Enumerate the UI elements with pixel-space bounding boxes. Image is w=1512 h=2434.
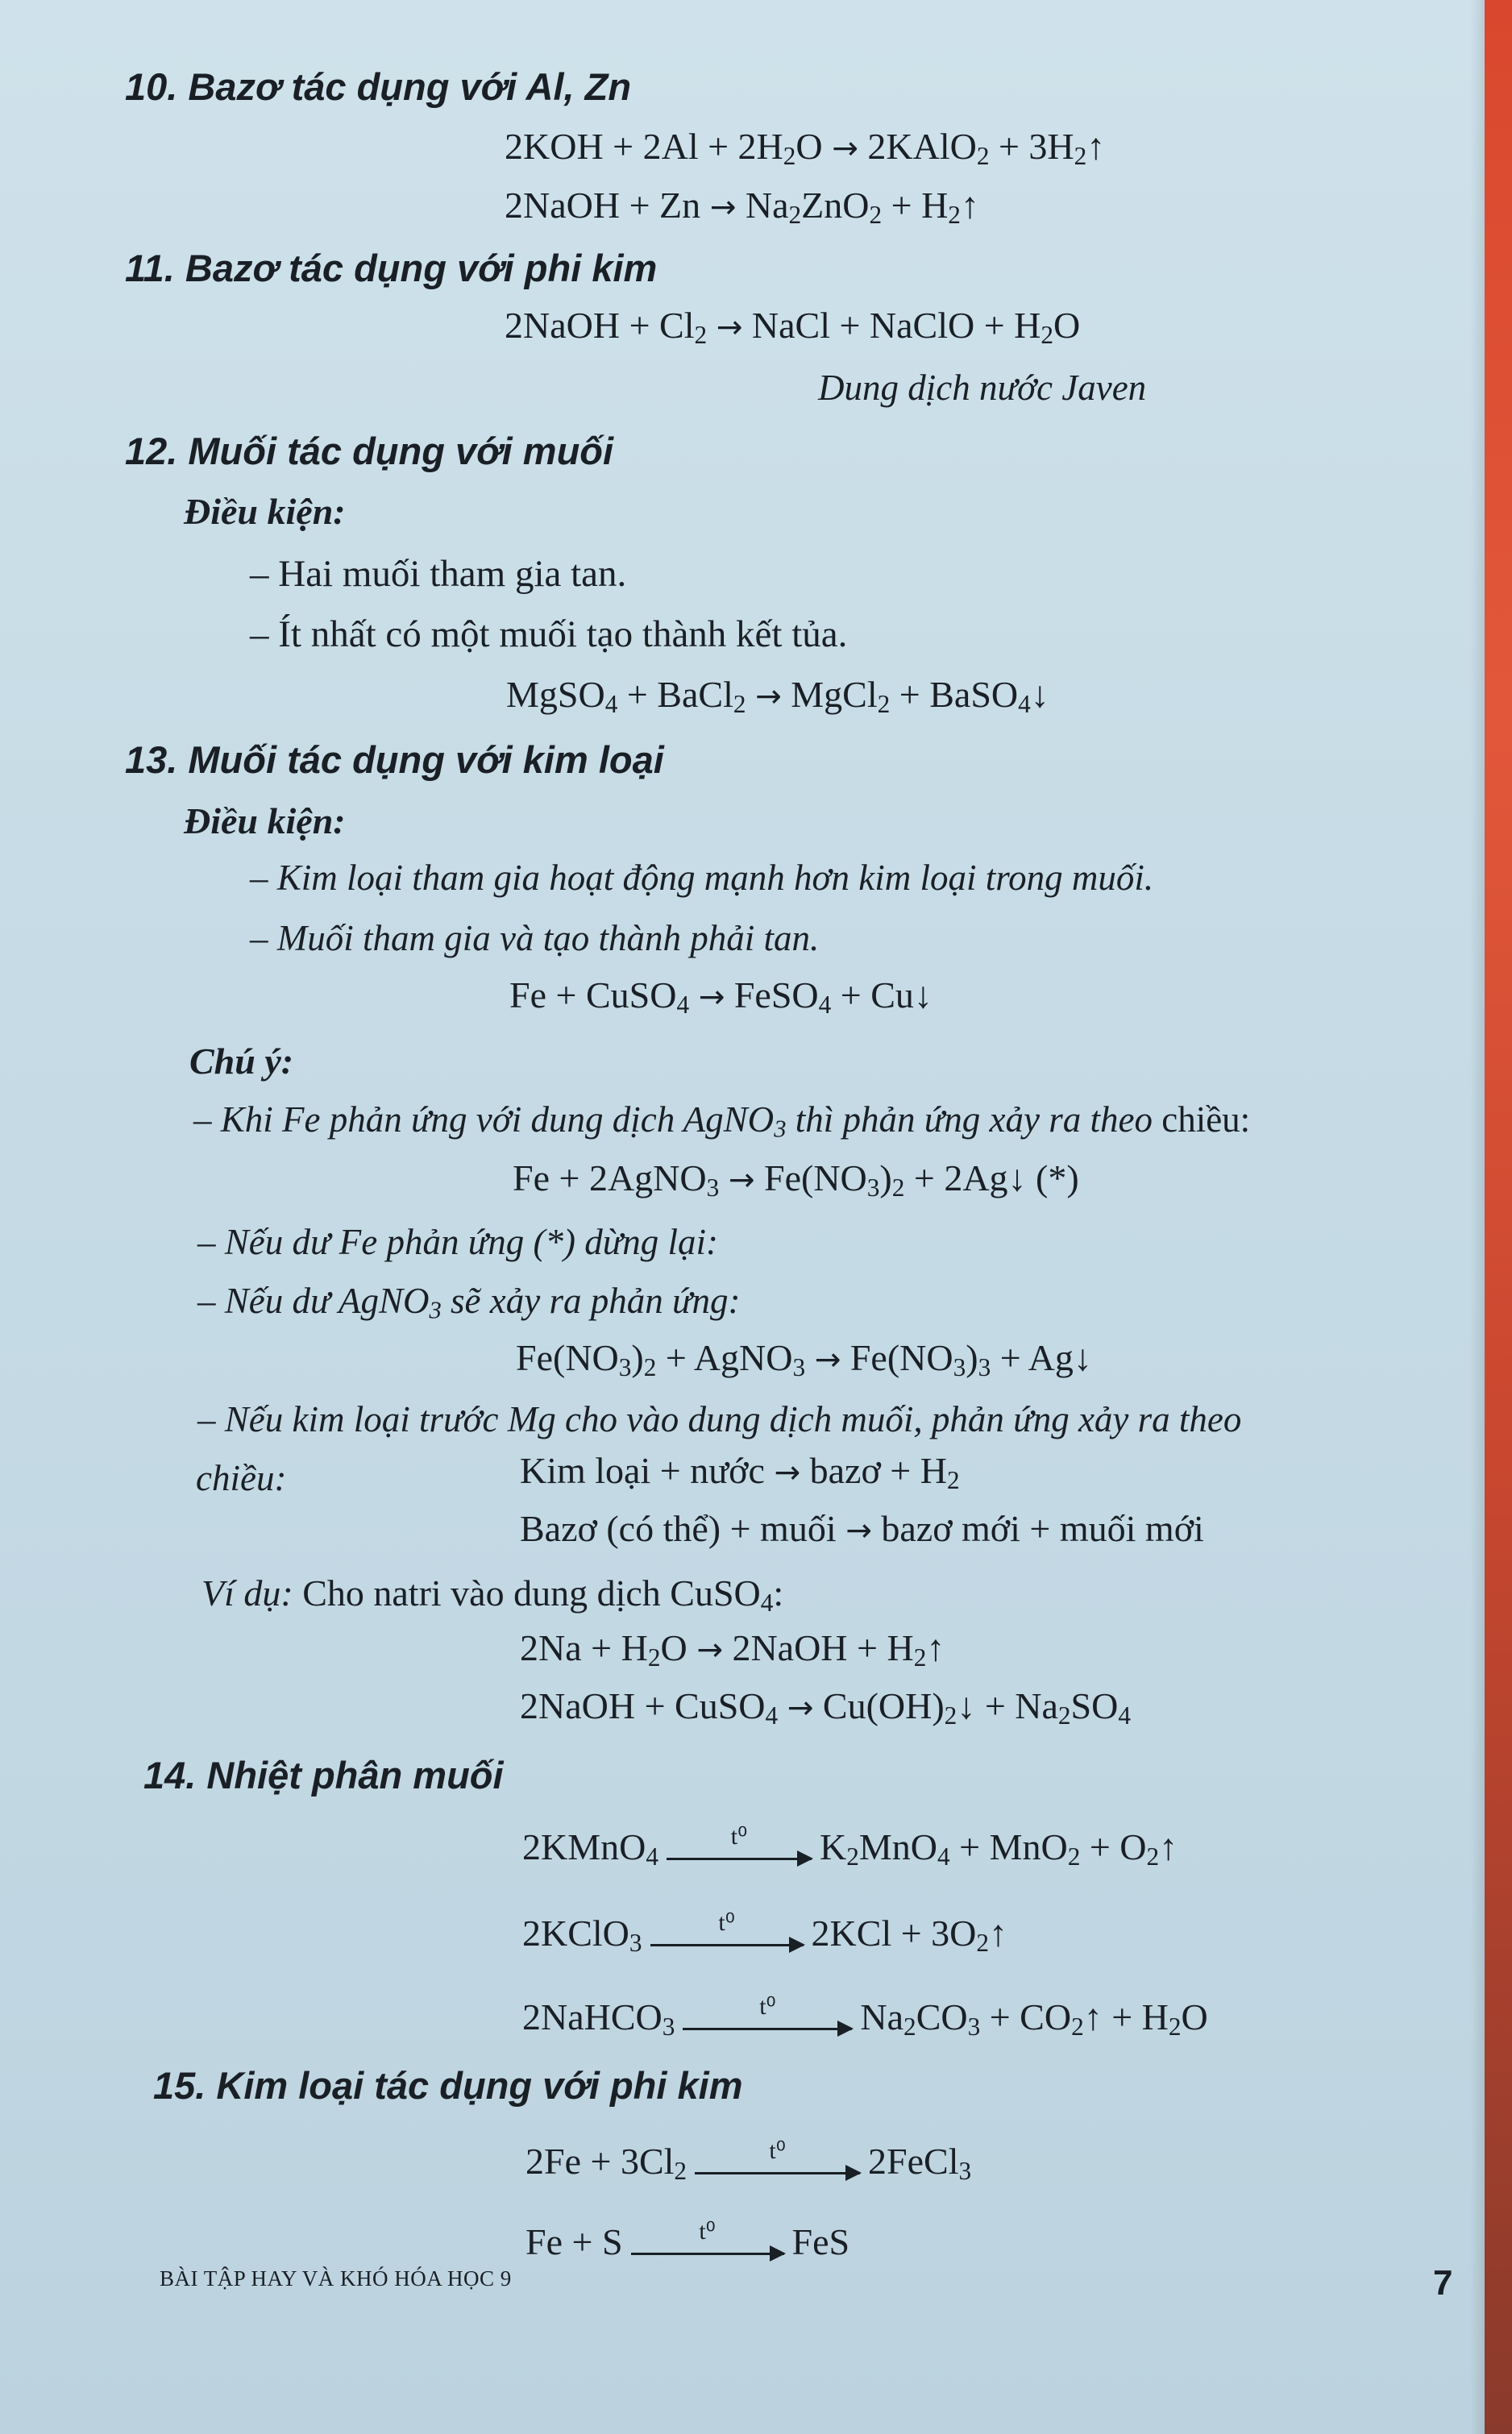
reaction-arrow: → — [696, 1632, 723, 1668]
heating-arrow: t⁰ — [667, 1850, 812, 1852]
section-10-title: 10. Bazơ tác dụng với Al, Zn — [125, 65, 632, 108]
example-line: Ví dụ: Cho natri vào dung dịch CuSO$_4$: — [201, 1572, 784, 1617]
section-14-title: 14. Nhiệt phân muối — [143, 1754, 504, 1796]
heating-arrow: t⁰ — [683, 2020, 852, 2022]
section-15-title: 15. Kim loại tác dụng với phi kim — [153, 2064, 743, 2107]
section-11-equation-1: 2NaOH + $Cl_2$ → NaCl + NaClO + $H_2O$ — [505, 305, 1081, 349]
section-10-equation-1: $2KOH + 2Al + 2H_2O$ → 2KAlO$_2$ + $3H_2↑$ — [505, 126, 1106, 170]
reaction-arrow: → — [832, 131, 858, 167]
reaction-arrow: → — [787, 1690, 814, 1726]
page-number: 7 — [1433, 2263, 1453, 2303]
section-14-equation-3: 2NaHCO$_3$ t⁰ $Na_2CO_3$ + $CO_2↑ + H_2O$ — [522, 1992, 1208, 2041]
section-13-equation-7: 2NaOH + CuSO$_4$ → $Cu(OH)_2↓ + Na_2SO_4$ — [520, 1685, 1131, 1730]
note-3: – Nếu dư AgNO$_3$ sẽ xảy ra phản ứng: — [197, 1281, 741, 1324]
book-title-footer: BÀI TẬP HAY VÀ KHÓ HÓA HỌC 9 — [160, 2266, 512, 2291]
section-12-title: 12. Muối tác dụng với muối — [125, 430, 614, 472]
section-12-condition-2: – Ít nhất có một muối tạo thành kết tủa. — [250, 613, 848, 655]
section-13-equation-2: Fe + 2AgNO$_3$ → $Fe(NO_3)_2$ + 2Ag↓ (*) — [513, 1157, 1079, 1202]
heating-arrow: t⁰ — [695, 2164, 860, 2166]
reaction-arrow: → — [716, 309, 743, 346]
note-1: – Khi Fe phản ứng với dung dịch AgNO$_3$ thì phản ứng xảy ra theo chiều: — [193, 1099, 1251, 1143]
note-2: – Nếu dư Fe phản ứng (*) dừng lại: — [197, 1222, 719, 1262]
note-4: – Nếu kim loại trước Mg cho vào dung dịch muối, phản ứng xảy ra theo — [197, 1399, 1242, 1439]
section-13-equation-1: Fe + CuSO$_4$ → FeSO$_4$ + Cu↓ — [509, 974, 933, 1019]
section-13-equation-4: Kim loại + nước → bazơ + $H_2$ — [520, 1450, 960, 1494]
heating-arrow: t⁰ — [650, 1936, 804, 1938]
section-12-condition-label: Điều kiện: — [184, 491, 346, 532]
reaction-arrow: → — [709, 189, 737, 226]
note-label: Chú ý: — [189, 1040, 294, 1082]
reaction-arrow: → — [728, 1162, 755, 1198]
reaction-arrow: → — [698, 979, 725, 1016]
book-cover-edge — [1485, 0, 1512, 2434]
reaction-arrow: → — [755, 679, 782, 715]
section-10-equation-2: 2NaOH + $Zn \to Na_2ZnO_2$ + $H_2↑$ — [505, 185, 979, 229]
section-15-equation-2: Fe + S t⁰ FeS — [525, 2217, 850, 2262]
page-edge-shadow — [1470, 0, 1485, 2434]
note-4-continuation: chiều: — [196, 1458, 287, 1498]
section-15-equation-1: $2Fe + 3Cl_2$ t⁰ 2FeCl$_3$ — [525, 2137, 972, 2185]
section-14-equation-2: 2KClO$_3$ t⁰ $2KCl + 3O_2↑$ — [522, 1909, 1008, 1957]
section-13-equation-5: Bazơ (có thể) + muối → bazơ mới + muối mới — [520, 1508, 1204, 1549]
section-12-equation-1: MgSO$_4$ + BaCl$_2$ → MgCl$_2$ + BaSO$_4$↓ — [506, 674, 1049, 718]
section-13-condition-2: – Muối tham gia và tạo thành phải tan. — [250, 918, 820, 958]
section-11-title: 11. Bazơ tác dụng với phi kim — [125, 247, 658, 289]
section-13-equation-6: $2Na + H_2O$ → 2NaOH + $H_2↑$ — [520, 1627, 945, 1672]
heating-arrow: t⁰ — [631, 2245, 784, 2247]
section-13-equation-3: $Fe(NO_3)_2$ + AgNO$_3$ → $Fe(NO_3)_3$ + Ag↓ — [516, 1337, 1092, 1381]
reaction-arrow: → — [845, 1513, 872, 1549]
section-12-condition-1: – Hai muối tham gia tan. — [250, 553, 627, 595]
section-13-condition-1: – Kim loại tham gia hoạt động mạnh hơn kim loại trong muối. — [250, 858, 1154, 898]
reaction-arrow: → — [814, 1342, 841, 1378]
javen-note: Dung dịch nước Javen — [818, 368, 1147, 408]
reaction-arrow: → — [774, 1455, 801, 1491]
section-14-equation-1: 2KMnO$_4$ t⁰ $K_2MnO_4 + MnO_2$ + $O_2↑$ — [522, 1822, 1178, 1871]
section-13-title: 13. Muối tác dụng với kim loại — [125, 738, 664, 781]
section-13-condition-label: Điều kiện: — [184, 800, 346, 841]
